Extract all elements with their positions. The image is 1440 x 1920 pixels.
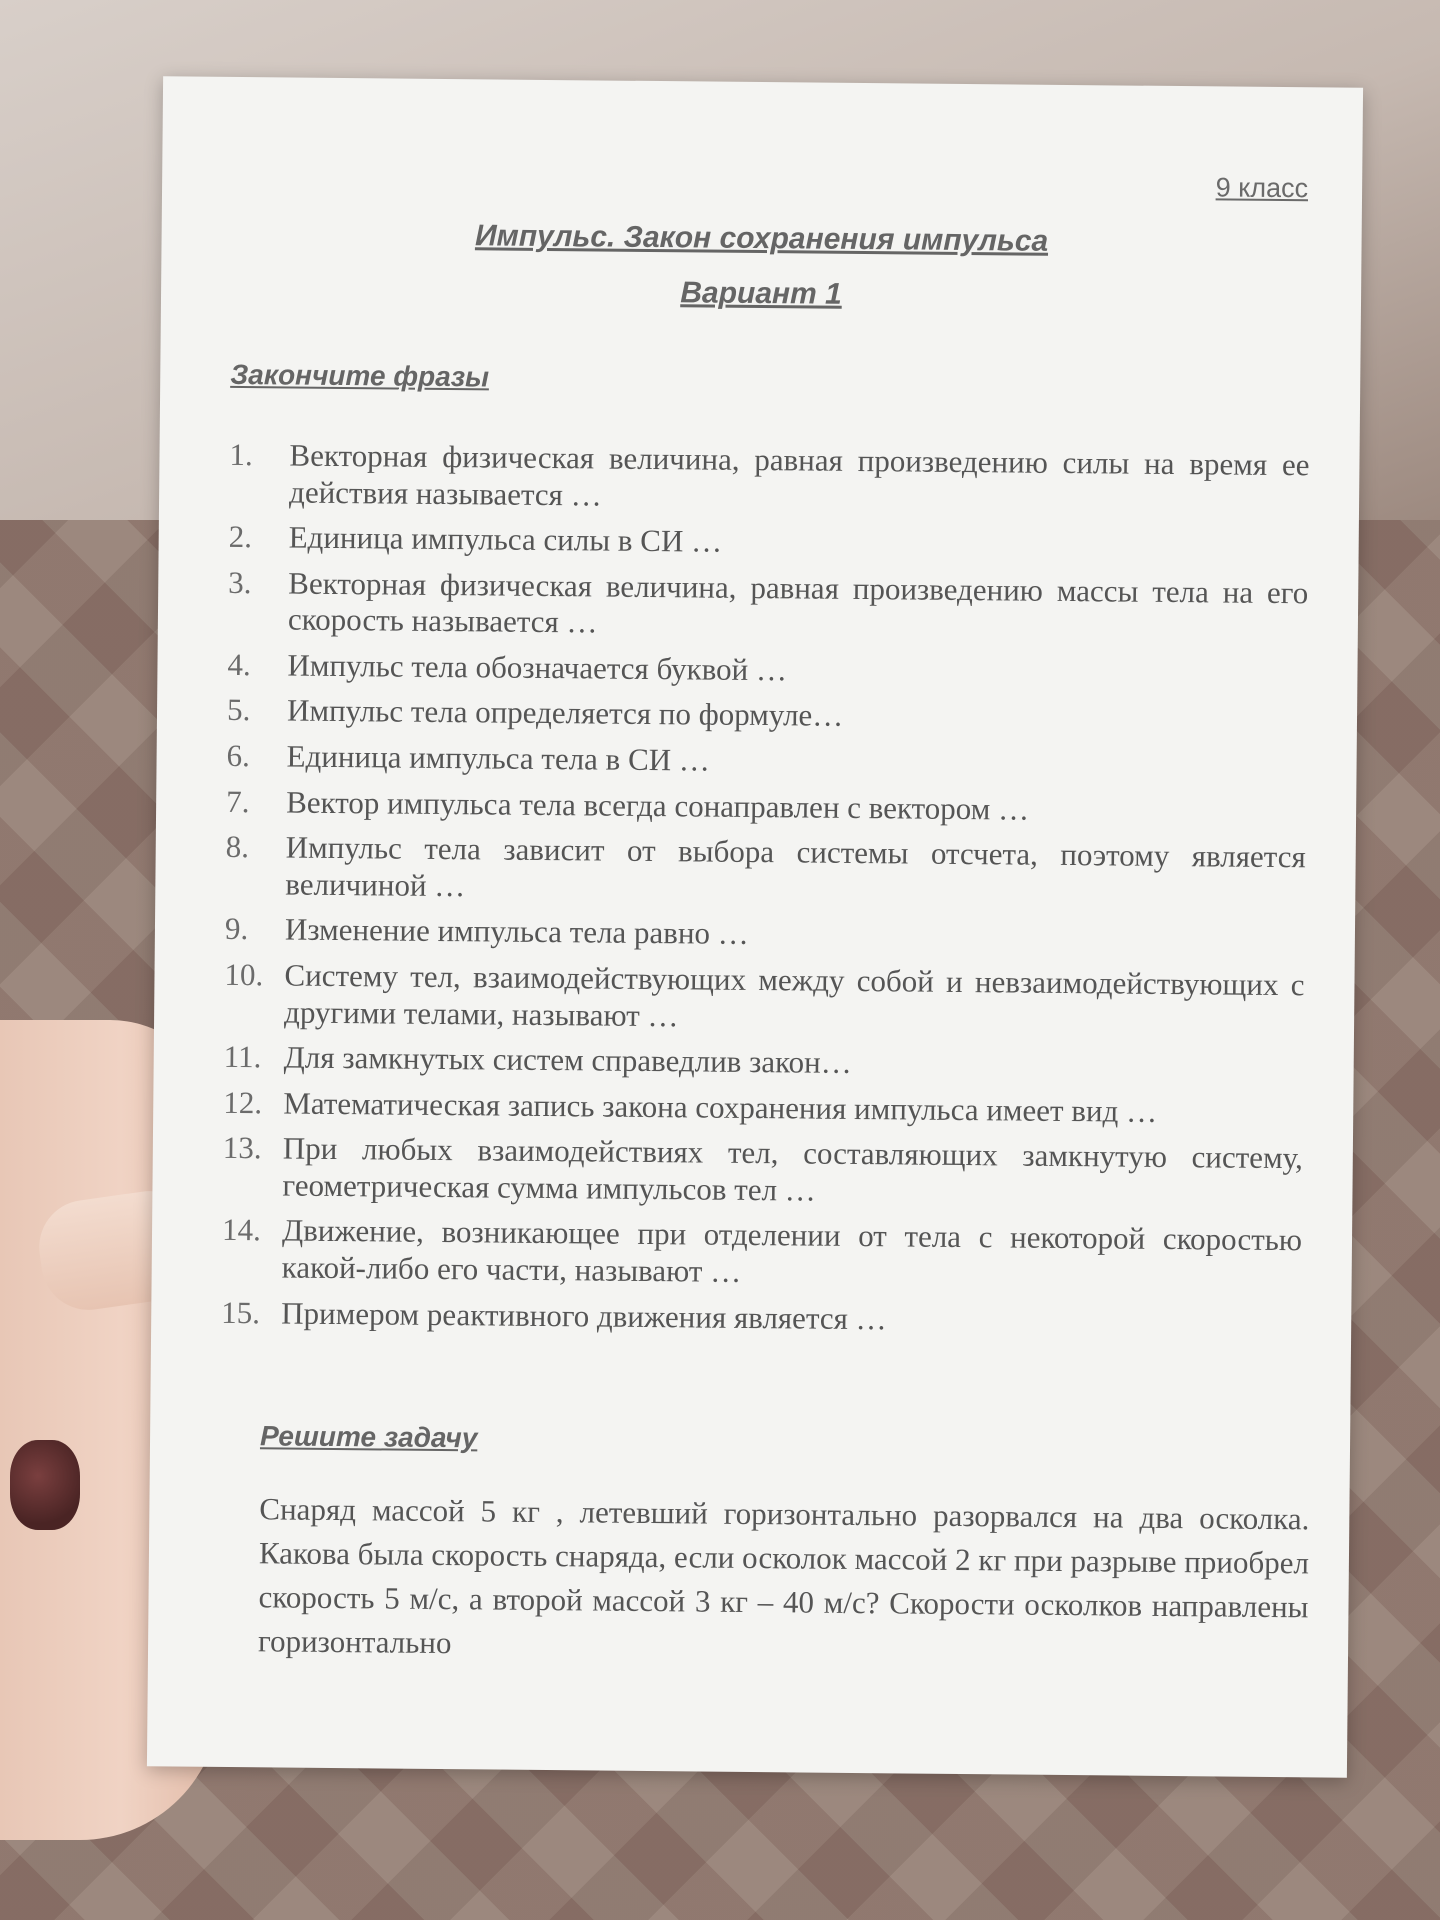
task-text: Снаряд массой 5 кг , летевший горизонтально разорвался на два осколка. Какова была скорость снаряда, если осколок массой 2 кг при разрыве приобрел скорость 5 м/с, а второй массой 3 кг – 40 м/с? Скорости осколков направлены горизонтально <box>257 1491 1310 1661</box>
worksheet-title: Импульс. Закон сохранения импульса <box>474 219 1049 258</box>
item-text: Систему тел, взаимодействующих между собой и невзаимодействующих с другими телами, называют … <box>283 957 1305 1033</box>
item-number: 14. <box>221 1212 261 1248</box>
item-number: 13. <box>222 1130 262 1166</box>
item-text: При любых взаимодействиях тел, составляющих замкнутую систему, геометрическая сумма импульсов тел … <box>282 1130 1303 1208</box>
item-number: 4. <box>227 646 251 683</box>
item-text: Вектор импульса тела всегда сонаправлен с вектором … <box>286 784 1030 827</box>
ring <box>10 1440 80 1530</box>
worksheet-page <box>147 76 1363 1777</box>
list-item <box>227 647 1307 694</box>
item-number: 15. <box>221 1294 261 1330</box>
list-item <box>229 519 1309 566</box>
item-number: 9. <box>224 911 249 947</box>
item-number: 3. <box>228 564 252 600</box>
list-item <box>229 437 1310 521</box>
item-text: Импульс тела зависит от выбора системы отсчета, поэтому является величиной … <box>285 829 1306 903</box>
item-number: 12. <box>223 1084 263 1120</box>
list-item <box>222 1130 1303 1214</box>
section-heading-task: Решите задачу <box>259 1420 478 1454</box>
list-item <box>228 565 1309 649</box>
list-item <box>225 911 1305 958</box>
list-item <box>224 957 1305 1041</box>
list-item <box>226 784 1306 831</box>
list-item <box>222 1212 1303 1296</box>
section-heading-phrases: Закончите фразы <box>230 358 490 393</box>
item-number: 10. <box>224 956 264 993</box>
item-number: 6. <box>226 737 251 774</box>
item-number: 1. <box>229 436 253 473</box>
item-text: Изменение импульса тела равно … <box>284 911 749 952</box>
item-text: Движение, возникающее при отделении от тела с некоторой скоростью какой-либо его части, называют … <box>281 1212 1303 1289</box>
item-text: Математическая запись закона сохранения импульса имеет вид … <box>283 1085 1158 1129</box>
item-text: Векторная физическая величина, равная произведению массы тела на его скорость называется … <box>287 565 1309 640</box>
item-number: 7. <box>226 783 250 819</box>
item-text: Импульс тела обозначается буквой … <box>287 647 788 688</box>
item-number: 5. <box>226 692 251 728</box>
list-item <box>221 1294 1301 1341</box>
item-text: Для замкнутых систем справедлив закон… <box>283 1039 852 1081</box>
list-item <box>226 738 1306 785</box>
item-text: Единица импульса силы в СИ … <box>288 519 723 559</box>
item-text: Векторная физическая величина, равная произведению силы на время ее действия называется … <box>288 437 1310 513</box>
item-number: 2. <box>228 519 253 555</box>
question-list <box>221 437 1310 1350</box>
list-item <box>224 1039 1304 1086</box>
list-item <box>227 692 1307 739</box>
item-number: 8. <box>225 829 250 865</box>
variant-label: Вариант 1 <box>680 276 842 311</box>
list-item <box>223 1085 1303 1132</box>
item-text: Импульс тела определяется по формуле… <box>286 692 844 734</box>
item-text: Примером реактивного движения является … <box>281 1295 887 1336</box>
list-item <box>225 829 1306 913</box>
item-text: Единица импульса тела в СИ … <box>286 738 711 778</box>
item-number: 11. <box>223 1039 262 1075</box>
class-label: 9 класс <box>1215 172 1309 204</box>
